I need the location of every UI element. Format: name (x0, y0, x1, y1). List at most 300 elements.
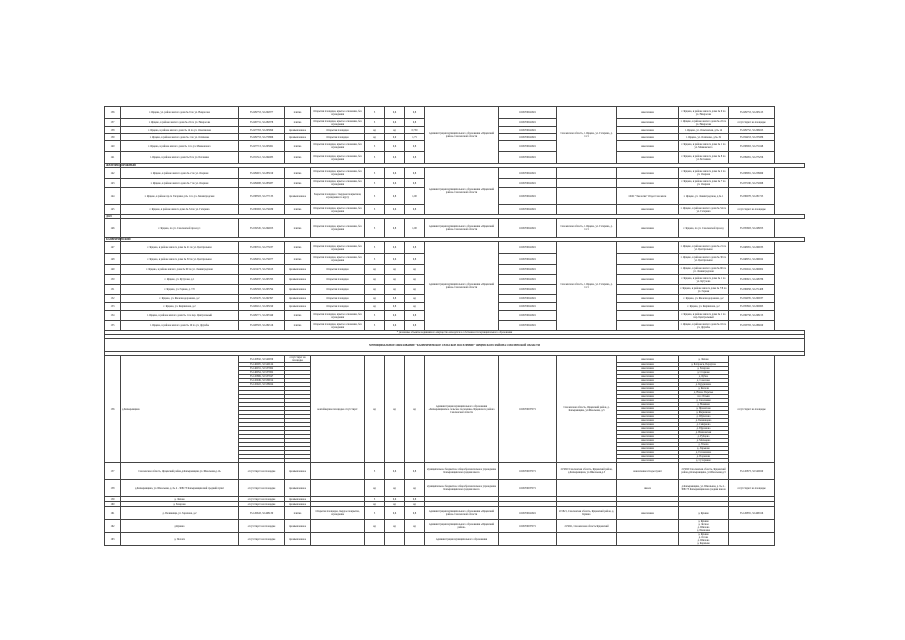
table-row (105, 463, 805, 480)
row-description: Открытая площадка, крытое основание, без ограждения (311, 141, 365, 152)
row-value-c: 0,8 (405, 168, 425, 179)
rows-group-top (105, 107, 805, 164)
row-place: д. Ивановская (679, 431, 729, 435)
row-surface: промышленное (285, 265, 311, 275)
row-place: д. Соколово (679, 379, 729, 383)
row-function: накопление (617, 443, 679, 447)
row-value-a (365, 533, 385, 546)
row-address: г. Ярцево, в районе жилого дома № 8 по ул. Ботанина (121, 152, 239, 164)
row-number: 137 (105, 119, 121, 127)
row-value-c: нд (405, 356, 425, 463)
row-value-a: 3 (365, 507, 385, 520)
row-status: 55.036758, 32.268153 (729, 311, 775, 321)
owner-address: Смоленская область, г. Ярцево, ул. Гагарина, д. 11/1 (557, 107, 617, 164)
footnote: * указанные объекты недвижимого имущества находятся в собственности муниципального образования (105, 331, 805, 335)
row-address: д. Ляхово (121, 497, 239, 502)
row-value-a: 3 (365, 141, 385, 152)
row-address: г. Ярцево, ул. Горная, д. 7/8 (121, 285, 239, 295)
row-description (311, 533, 365, 546)
row-value-a: 3 (365, 219, 385, 238)
row-empty (557, 205, 617, 215)
row-function: накопление (617, 311, 679, 321)
row-address: г. Ярцево, в районе жилого дома № 1 по ул. Маяковского (121, 141, 239, 152)
row-function: накопление (617, 435, 679, 439)
row-function: накопление (617, 168, 679, 179)
row-place: г. Ярцево, в районе жилого дома № 54 по ул. Гагарина (679, 205, 729, 215)
row-address: Смоленская область, Ярцевский район,д.Капыревщина ул. Школьная,д.1А (121, 463, 239, 480)
row-value-a: 3 (365, 179, 385, 188)
row-value-c: 0,8 (405, 205, 425, 215)
row-place: г. Ярцево, в районе жилого дома № 16 по ул. Дружбы (679, 321, 729, 331)
row-coordinates: 55.027713, 32.265061 (239, 141, 285, 152)
row-coordinates: 55.145832, 32.540059 (239, 356, 285, 363)
table-row (105, 356, 805, 363)
owner-name: Администрация муниципального образования «Ярцевский район» Смоленской области (425, 242, 499, 331)
row-value-b: нд (385, 520, 405, 533)
row-place: д. Пореново (679, 455, 729, 459)
owner-address: 215821, Смоленская область Ярцевский (557, 520, 617, 533)
table-row (105, 219, 805, 238)
row-place: г. Ярцево, в районе жилого дома № 30 по ул. Центральная (679, 254, 729, 265)
row-value-c: 1,00 (405, 188, 425, 205)
row-owner-number: 1026700941601 (499, 303, 557, 311)
row-owner-number: 1026700941601 (499, 275, 557, 285)
row-value-a: нд (365, 295, 385, 303)
row-coordinates: отсутствует на площадке (239, 480, 285, 497)
row-description: Открытая площадка, крытое основание, без ограждения (311, 219, 365, 238)
row-function: накопление (617, 447, 679, 451)
row-value-a: нд (365, 127, 385, 134)
row-value-a: 3 (365, 497, 385, 502)
row-place: г. Ярцево, в районе жилого дома № 8 по ул. Ботанина (679, 152, 729, 164)
row-value-b: 0,6 (385, 242, 405, 254)
row-value-b: нд (385, 285, 405, 295)
row-value-c: 1,75 (405, 134, 425, 141)
row-place: д. Голованово (679, 451, 729, 455)
row-description (311, 480, 365, 497)
table-row (105, 107, 805, 119)
row-address: г. Ярцево, ул. Кирпичная, д.2 (121, 303, 239, 311)
section-label: КАПЕРИЧЕНСКИЙ (106, 238, 131, 241)
row-number: 149 (105, 265, 121, 275)
row-value-b: 0,6 (385, 119, 405, 127)
row-coordinates: 55.028303, 32.284516 (239, 321, 285, 331)
row-function: накопление (617, 383, 679, 387)
row-value-c: нд (405, 285, 425, 295)
row-value-b: 0,6 (385, 254, 405, 265)
row-coordinates: 55.021473, 32.274613 (239, 265, 285, 275)
row-coordinates: 55.146054, 32.537062 (239, 371, 285, 375)
owner-name: Администрация муниципального образования «Ярцевский район» (425, 520, 499, 533)
row-function: накопление (617, 141, 679, 152)
row-surface: плитка (285, 119, 311, 127)
row-description: Открытая площадка (311, 275, 365, 285)
row-description: Открытая площадка (311, 295, 365, 303)
row-surface: промышленное (285, 303, 311, 311)
row-address: д.Капыревщина, ул. Школьная, д. № 4 - 308173 Капыревщинский средний пункт (121, 480, 239, 497)
row-number: 162 (105, 520, 121, 533)
row-number: 140 (105, 141, 121, 152)
row-place: д. Бубно (679, 375, 729, 379)
row-function: накопление (617, 387, 679, 391)
row-place: г. Ярцево, в районе жилого дома № 9 по ул. Некрасова (679, 107, 729, 119)
row-function: накопление (617, 451, 679, 455)
row-place: д. Жернаково (679, 411, 729, 415)
row-value-b: 0,8 (385, 188, 405, 205)
row-function: накопление (617, 423, 679, 427)
row-function: накопление (617, 419, 679, 423)
row-function: накопление (617, 321, 679, 331)
row-value-b: 0,6 (385, 463, 405, 480)
row-function: накопление (617, 375, 679, 379)
row-address: г. Ярцево, в районе жилого дома № 54 по ул. Гагарина (121, 205, 239, 215)
row-place: г. Ярцево, в районе жилого дома № 1 по ул. Кутузова (679, 275, 729, 285)
row-value-b: 0,8 (385, 219, 405, 238)
row-owner-number: 1026700941601 (499, 242, 557, 254)
row-number: 151 (105, 285, 121, 295)
row-empty (557, 179, 617, 188)
row-function: накопление (617, 219, 679, 238)
row-status: 55.145873, 32.540020 (729, 463, 775, 480)
row-place: д. Ларьково (679, 447, 729, 451)
row-description: Открытая площадка (311, 134, 365, 141)
row-number: 160 (105, 502, 121, 507)
row-place: г. Ярцево, ул. Железнодорожная, д.2 (679, 295, 729, 303)
row-surface: плитка (285, 507, 311, 520)
row-address: г. Ярцево, в районе жилого дома № 1 по ул. Осипенко (121, 134, 239, 141)
row-place: д. Рубцово (679, 435, 729, 439)
row-description (311, 463, 365, 480)
row-coordinates: 55.019345, 32.264653 (239, 219, 285, 238)
row-address: г. Ярцево, по ул. Смоленской проезд 1 (121, 219, 239, 238)
row-address: г. Ярцево, в районе жилого дома № 22 по ул. Некрасова (121, 119, 239, 127)
row-function: накопление (617, 403, 679, 407)
row-owner-number: 1026700941601 (499, 188, 557, 205)
row-place: д. Бобровск, Переулок (679, 363, 729, 367)
row-value-a: 3 (365, 311, 385, 321)
row-value-b: 0,6 (385, 311, 405, 321)
row-place: д.Капыревщина, ул. Школьная, д. № 4 - 308173 Капыревщинская средняя школа (679, 480, 729, 497)
table-row (105, 520, 805, 533)
row-surface: плитка (285, 179, 311, 188)
row-place: г. Ярцево, в районе жилого дома № 21 по ул. Центральная (679, 242, 729, 254)
row-value-c (405, 533, 425, 546)
street-item: д. Осово (698, 536, 709, 539)
row-place: д. Смолеевка (679, 399, 729, 403)
registry-table (104, 106, 805, 546)
row-place: д. Смирново (679, 423, 729, 427)
owner-address: Смоленская область, г. Ярцево, ул. Гагарина, д. 11/1 (557, 242, 617, 331)
row-coordinates: 55.029931, 32.274977 (239, 254, 285, 265)
row-owner-number: 1026700941601 (499, 295, 557, 303)
row-number: 145 (105, 205, 121, 215)
row-function: накопление (617, 411, 679, 415)
row-value-a: 3 (365, 321, 385, 331)
row-place: г. Ярцево, в районе жилого дома № 1 по ул. Маяковского (679, 141, 729, 152)
row-coordinates: 55.029753, 32.270866 (239, 134, 285, 141)
row-function: накопление (617, 303, 679, 311)
row-function: накопление (617, 275, 679, 285)
row-status: 55.036078, 32.281725 (729, 188, 775, 205)
row-value-c: 0,8 (405, 179, 425, 188)
row-value-c: 0,8 (405, 254, 425, 265)
row-function: накопление (617, 379, 679, 383)
municipality-heading: МУНИЦИПАЛЬНОЕ ОБРАЗОВАНИЕ "КАПЕРИЧЕНСКОЕ СЕЛЬСКОЕ ПОСЕЛЕНИЕ" ЯРЦЕВСКОГО РАЙОНА СМОЛЕНСКОЙ ОБЛАСТИ (105, 339, 805, 352)
street-item: д. Ивановка (696, 529, 711, 532)
row-owner-number: 1026700941601 (499, 285, 557, 295)
row-place: д. Безменцево (679, 419, 729, 423)
row-owner-number (499, 533, 557, 546)
row-number: 141 (105, 152, 121, 164)
row-value-c: 0,8 (405, 119, 425, 127)
row-value-a: 3 (365, 152, 385, 164)
row-owner-number: 1026700937071 (499, 356, 557, 463)
row-value-c: 0,8 (405, 497, 425, 502)
row-status: отсутствуют на площадке (729, 205, 775, 215)
row-address: г. Ярцево, ул. район жилого дома № 9 по ул. Некрасова (121, 107, 239, 119)
row-value-c: нд (405, 275, 425, 285)
row-value-c: 0,8 (405, 311, 425, 321)
street-item: д. Карачево (697, 542, 710, 545)
row-coordinates: 55.031512, 32.264085 (239, 152, 285, 164)
row-function: накопление (617, 407, 679, 411)
row-surface: промышленное (285, 480, 311, 497)
row-surface: промышленное (285, 533, 311, 546)
row-coordinates: 55.029393, 32.263794 (239, 285, 285, 295)
row-owner-number: 1026700941601 (499, 219, 557, 238)
row-coordinates: 55.029937, 32.265765 (239, 275, 285, 285)
row-surface: промышленное (285, 502, 311, 507)
row-owner-number: 1026700941601 (499, 127, 557, 134)
row-address: д.Кукино (121, 520, 239, 533)
row-function: накопление (617, 391, 679, 395)
row-value-a: 3 (365, 205, 385, 215)
row-number: 153 (105, 303, 121, 311)
row-value-b: 0,8 (385, 303, 405, 311)
section-label: ЖЕЛЕЗНОДОРОЖНЫЙ (106, 164, 136, 167)
row-place: пос. Ильин (679, 395, 729, 399)
row-function: накопление (617, 371, 679, 375)
row-number: 159 (105, 497, 121, 502)
row-description: Открытая площадка (311, 303, 365, 311)
row-status: 55.034035, 32.260037 (729, 295, 775, 303)
row-owner-number: 1026700941601 (499, 205, 557, 215)
row-number: 154 (105, 311, 121, 321)
row-coordinates: отсутствует на площадке (239, 497, 285, 502)
row-value-a: 3 (365, 254, 385, 265)
row-place: д. Мальцево (679, 439, 729, 443)
row-value-b (385, 533, 405, 546)
row-value-a: нд (365, 303, 385, 311)
row-description (311, 520, 365, 533)
row-place: г. Ярцево, ул. Кирпичная, д.2 (679, 303, 729, 311)
street-item: д. Шилово (697, 526, 710, 529)
row-place: д. Усково (679, 443, 729, 447)
row-status: 55.037180, 32.272068 (729, 179, 775, 188)
row-value-c: 0,8 (405, 507, 425, 520)
row-description: контейнерная площадка отсутствует (311, 356, 365, 463)
row-value-c: 0,8 (405, 321, 425, 331)
street-item: д. Кукино (698, 533, 709, 536)
row-function: накопление (617, 415, 679, 419)
row-value-c: 0,750 (405, 127, 425, 134)
row-description: Открытая площадка, крытое основание, без ограждения (311, 242, 365, 254)
row-address: г. Ярцево, в районе жилого дома № 60 по ул. Ленинградская (121, 265, 239, 275)
owner-name: Администрация муниципального образования «Ярцевский район» Смоленской области (425, 107, 499, 164)
row-place: д. Старково (679, 371, 729, 375)
row-surface: плитка (285, 205, 311, 215)
row-value-a: нд (365, 285, 385, 295)
row-place: г. Ярцево, в районе жилого дома № 60 по ул. Ленинградская (679, 265, 729, 275)
row-status: 55.029753, 32.263123 (729, 107, 775, 119)
row-surface: плитка (285, 219, 311, 238)
row-place: д. Прокопово (679, 407, 729, 411)
row-status: 55.039081, 32.273256 (729, 152, 775, 164)
row-address: г. Ярцево, ул. Кутузова, д.1 (121, 275, 239, 285)
row-address: г. Ярцево, в районе жилого дома № 14 по ул. Ольгинская (121, 127, 239, 134)
row-address: д. Пологи (121, 533, 239, 546)
table-row (105, 480, 805, 497)
row-description: Открытая площадка, крытое основание, без ограждения (311, 168, 365, 179)
row-coordinates: 55.029771, 32.265349 (239, 311, 285, 321)
row-address: г. Ярцево, в районе жилого дома № 16 по ул. Дружбы (121, 321, 239, 331)
owner-address (557, 533, 617, 546)
row-value-c: нд (405, 502, 425, 507)
row-coordinates: 55.145869, 32.537047 (239, 375, 285, 379)
row-place: д. Захарово (679, 367, 729, 371)
row-value-b: нд (385, 502, 405, 507)
row-value-b: 0,6 (385, 497, 405, 502)
row-address: г. Ярцево, в районе жилого дома № 30 по ул. Центральная (121, 254, 239, 265)
row-owner-number: 1026700941601 (499, 265, 557, 275)
row-address: г. Ярцево, в районе жилого дома № 7 по ул. Озерная (121, 179, 239, 188)
row-number: 143 (105, 179, 121, 188)
row-coordinates: 55.026212, 32.263190 (239, 303, 285, 311)
row-owner-number: 1026700941601 (499, 254, 557, 265)
row-description: Открытая площадка (311, 265, 365, 275)
row-status: 55.034453, 32.255086 (729, 134, 775, 141)
street-item: д. Шилово (697, 539, 710, 542)
row-value-b: нд (385, 127, 405, 134)
row-description: Открытая площадка (311, 127, 365, 134)
row-status (729, 520, 775, 533)
row-status: 55.036958, 32.271408 (729, 285, 775, 295)
row-description: Закрытая площадка с твердым покрытием, ограждение по кругу (311, 188, 365, 205)
rows-group-bottom (105, 463, 805, 546)
row-value-c: 0,8 (405, 152, 425, 164)
row-function: накопление (617, 431, 679, 435)
row-empty (557, 168, 617, 179)
row-place: г. Ярцево, по ул. Смоленской проезд (679, 219, 729, 238)
row-place: г. Ярцево, в районе жилого дома № 1 по пер. Центральный (679, 311, 729, 321)
row-value-a: нд (365, 356, 385, 463)
row-value-c: 0,8 (405, 242, 425, 254)
row-status: 55.126855, 32.466316 (729, 507, 775, 520)
row-description: Открытая площадка, крытое основание, без ограждения (311, 107, 365, 119)
row-description: Открытая площадка, крытое основание, без ограждения (311, 179, 365, 188)
row-status: 55.030615, 32.248786 (729, 275, 775, 285)
table-row (105, 242, 805, 254)
row-owner-number: 1026700937071 (499, 520, 557, 533)
owner-name: Администрация муниципального образования «Ярцевский район» Смоленской области (425, 219, 499, 238)
row-function: накопление (617, 107, 679, 119)
row-value-c: 0,8 (405, 107, 425, 119)
row-function: накопление (617, 205, 679, 215)
row-value-c: 0,8 (405, 463, 425, 480)
row-surface: плитка (285, 152, 311, 164)
row-value-c: нд (405, 295, 425, 303)
row-number: 163 (105, 533, 121, 546)
row-coordinates: 55.146031, 32.537062 (239, 367, 285, 371)
owner-address: 215821, Смоленская область, Ярцевский район, д. Кукино (557, 507, 617, 520)
section-label: ДОЛ (105, 215, 121, 219)
row-value-b: 0,6 (385, 205, 405, 215)
row-value-a: 3 (365, 188, 385, 205)
row-status (729, 533, 775, 546)
row-address: д. Захарово (121, 502, 239, 507)
row-number: 138 (105, 127, 121, 134)
owner-name: Администрация муниципального образования «Ярцевский район» Смоленской области (425, 168, 499, 215)
row-surface: промышленное (285, 295, 311, 303)
row-function: накопление/отходы пункт (617, 463, 679, 480)
row-description: Открытая площадка, крытое основание, без ограждения (311, 254, 365, 265)
row-address: г. Ярцево, ул. Железнодорожная, д.2 (121, 295, 239, 303)
row-place: г. Ярцево, в районе жилого дома № 2 по ул. Озерная (679, 168, 729, 179)
row-value-b: 0,6 (385, 507, 405, 520)
row-number: 146 (105, 219, 121, 238)
row-surface: плитка (285, 321, 311, 331)
row-place: д. Курдюмово (679, 383, 729, 387)
row-number: 155 (105, 321, 121, 331)
row-surface: плитка (285, 254, 311, 265)
row-coordinates: 55.020731, 32.282878 (239, 119, 285, 127)
row-coordinates: 55.025470, 32.262397 (239, 295, 285, 303)
row-value-a: 3 (365, 463, 385, 480)
row-place: д. Кисели (679, 387, 729, 391)
rows-group-mid1 (105, 168, 805, 215)
row-surface: плитка (285, 242, 311, 254)
row-place: г. Ярцево, ул. Ленинградская, д.№ 1 (679, 188, 729, 205)
row-place: 215820 Смоленская область, Ярцевский район,д.Капыревщина, ул.Школьная,д.3 (679, 463, 729, 480)
row-coordinates: 55.029753, 32.262877 (239, 107, 285, 119)
row-function: накопление (617, 254, 679, 265)
row-status: 55.035802, 32.260063 (729, 303, 775, 311)
note-row (105, 331, 805, 339)
row-coordinates: 55.027763, 32.263999 (239, 127, 285, 134)
row-description: Открытая площадка, крытое основание, без ограждения (311, 205, 365, 215)
row-coordinates: 55.030093, 32.274939 (239, 205, 285, 215)
row-owner-number: 1026700937071 (499, 463, 557, 480)
row-value-a: нд (365, 275, 385, 285)
row-number: 157 (105, 463, 121, 480)
rows-group-kaper (105, 356, 805, 463)
street-item: д. Кукино (698, 520, 709, 523)
row-number: 161 (105, 507, 121, 520)
row-status: отсутствуют на площадке (729, 356, 775, 463)
row-owner-number: 1026700941601 (499, 119, 557, 127)
table-row (105, 168, 805, 179)
row-value-c: 0,8 (405, 141, 425, 152)
row-owner-number: 1026700941601 (499, 152, 557, 164)
row-status: 55.035693, 32.248053 (729, 219, 775, 238)
row-surface: промышленное (285, 520, 311, 533)
row-surface: промышленное (285, 463, 311, 480)
row-number: 150 (105, 275, 121, 285)
row-value-c: 1,00 (405, 219, 425, 238)
row-value-b: 0,6 (385, 321, 405, 331)
row-function: накопление (617, 242, 679, 254)
row-number: 147 (105, 242, 121, 254)
